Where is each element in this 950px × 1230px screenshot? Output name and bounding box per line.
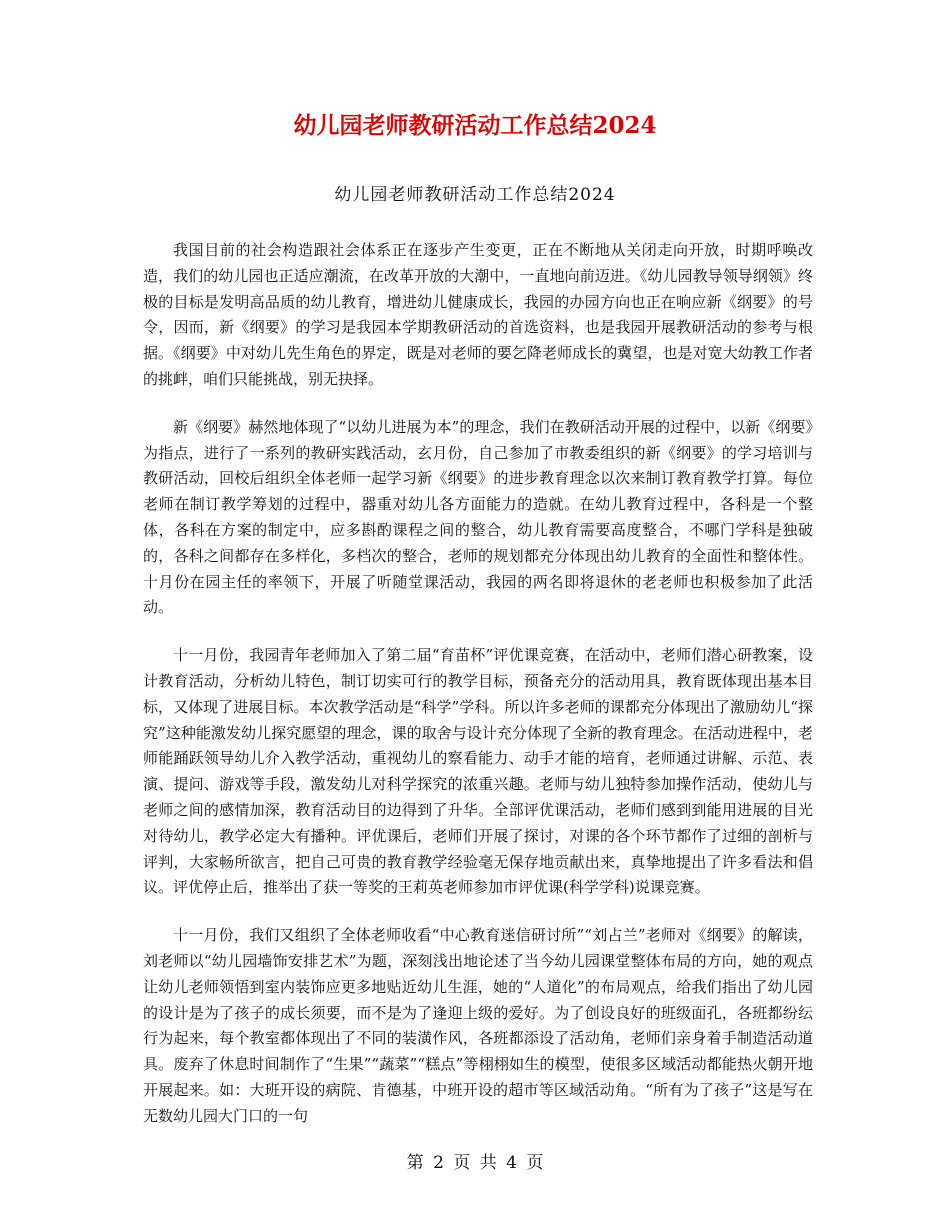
paragraph: 十一月份，我们又组织了全体老师收看“中心教育迷信研讨所”“刘占兰”老师对《纲要》的解读，刘老师以“幼儿园墙饰安排艺术”为题，深刻浅出地论述了当今幼儿园课堂整体布局的方向，她的观点让幼儿老师领悟到室内装饰应更多地贴近幼儿生涯，她的“人道化”的布局观点，给我们指出了幼儿园的设计是为了孩子的成长须要，而不是为了逢迎上级的爱好。为了创设良好的班级面孔，各班都纷纭行为起来，每个教室都体现出了不同的装潢作风，各班都添设了活动角，老师们亲身着手制造活动道具。废弃了休息时间制作了“生果”“蔬菜”“糕点”等栩栩如生的模型，使很多区域活动都能热火朝开地开展起来。如：大班开设的病院、肯德基，中班开设的超市等区域活动角。“所有为了孩子”这是写在无数幼儿园大门口的一句 [143, 926, 813, 1125]
page-number-footer: 第 2 页 共 4 页 [406, 1153, 544, 1173]
document-subtitle: 幼儿园老师教研活动工作总结2024 [334, 185, 616, 205]
document-title: 幼儿园老师教研活动工作总结2024 [293, 112, 657, 139]
paragraph: 十一月份，我园青年老师加入了第二届“育苗杯”评优课竞赛，在活动中，老师们潜心研教案，设计教育活动，分析幼儿特色，制订切实可行的教学目标，预备充分的活动用具，教育既体现出基本目标，又体现了进展目标。本次教学活动是“科学”学科。所以许多老师的课都充分体现出了激励幼儿“探究”这种能激发幼儿探究愿望的理念，课的取舍与设计充分体现了全新的教育理念。在活动进程中，老师能踊跃领导幼儿介入教学活动，重视幼儿的察看能力、动手才能的培育，老师通过讲解、示范、表演、提问、游戏等手段，激发幼儿对科学探究的浓重兴趣。老师与幼儿独特参加操作活动，使幼儿与老师之间的感情加深，教育活动目的边得到了升华。全部评优课活动，老师们感到到能用进展的目光对待幼儿，教学必定大有播种。评优课后，老师们开展了探讨，对课的各个环节都作了过细的剖析与评判，大家畅所欲言，把自己可贵的教育教学经验毫无保存地贡献出来，真挚地提出了许多看法和倡议。评优停止后，推举出了获一等奖的王莉英老师参加市评优课(科学学科)说课竞赛。 [143, 646, 813, 897]
paragraph: 新《纲要》赫然地体现了“以幼儿进展为本”的理念，我们在教研活动开展的过程中，以新《纲要》为指点，进行了一系列的教研实践活动，玄月份，自己参加了市教委组织的新《纲要》的学习培训与教研活动，回校后组织全体老师一起学习新《纲要》的进步教育理念以次来制订教育教学打算。每位老师在制订教学筹划的过程中，器重对幼儿各方面能力的造就。在幼儿教育过程中，各科是一个整体，各科在方案的制定中，应多斟酌课程之间的整合，幼儿教育需要高度整合，不哪门学科是独破的，各科之间都存在多样化，多档次的整合，老师的规划都充分体现出幼儿教育的全面性和整体性。十月份在园主任的率领下，开展了听随堂课活动，我园的两名即将退休的老老师也积极参加了此活动。 [143, 417, 813, 617]
paragraph: 我国目前的社会构造跟社会体系正在逐步产生变更，正在不断地从关闭走向开放，时期呼唤改造，我们的幼儿园也正适应潮流，在改革开放的大潮中，一直地向前迈进。《幼儿园教导领导纲领》终极的目标是发明高品质的幼儿教育，增进幼儿健康成长，我园的办园方向也正在响应新《纲要》的号令，因而，新《纲要》的学习是我园本学期教研活动的首选资料，也是我园开展教研活动的参考与根据。《纲要》中对幼儿先生角色的界定，既是对老师的要乞降老师成长的冀望，也是对宽大幼教工作者的挑衅，咱们只能挑战，别无抉择。 [143, 241, 813, 388]
document-body [143, 238, 813, 1152]
